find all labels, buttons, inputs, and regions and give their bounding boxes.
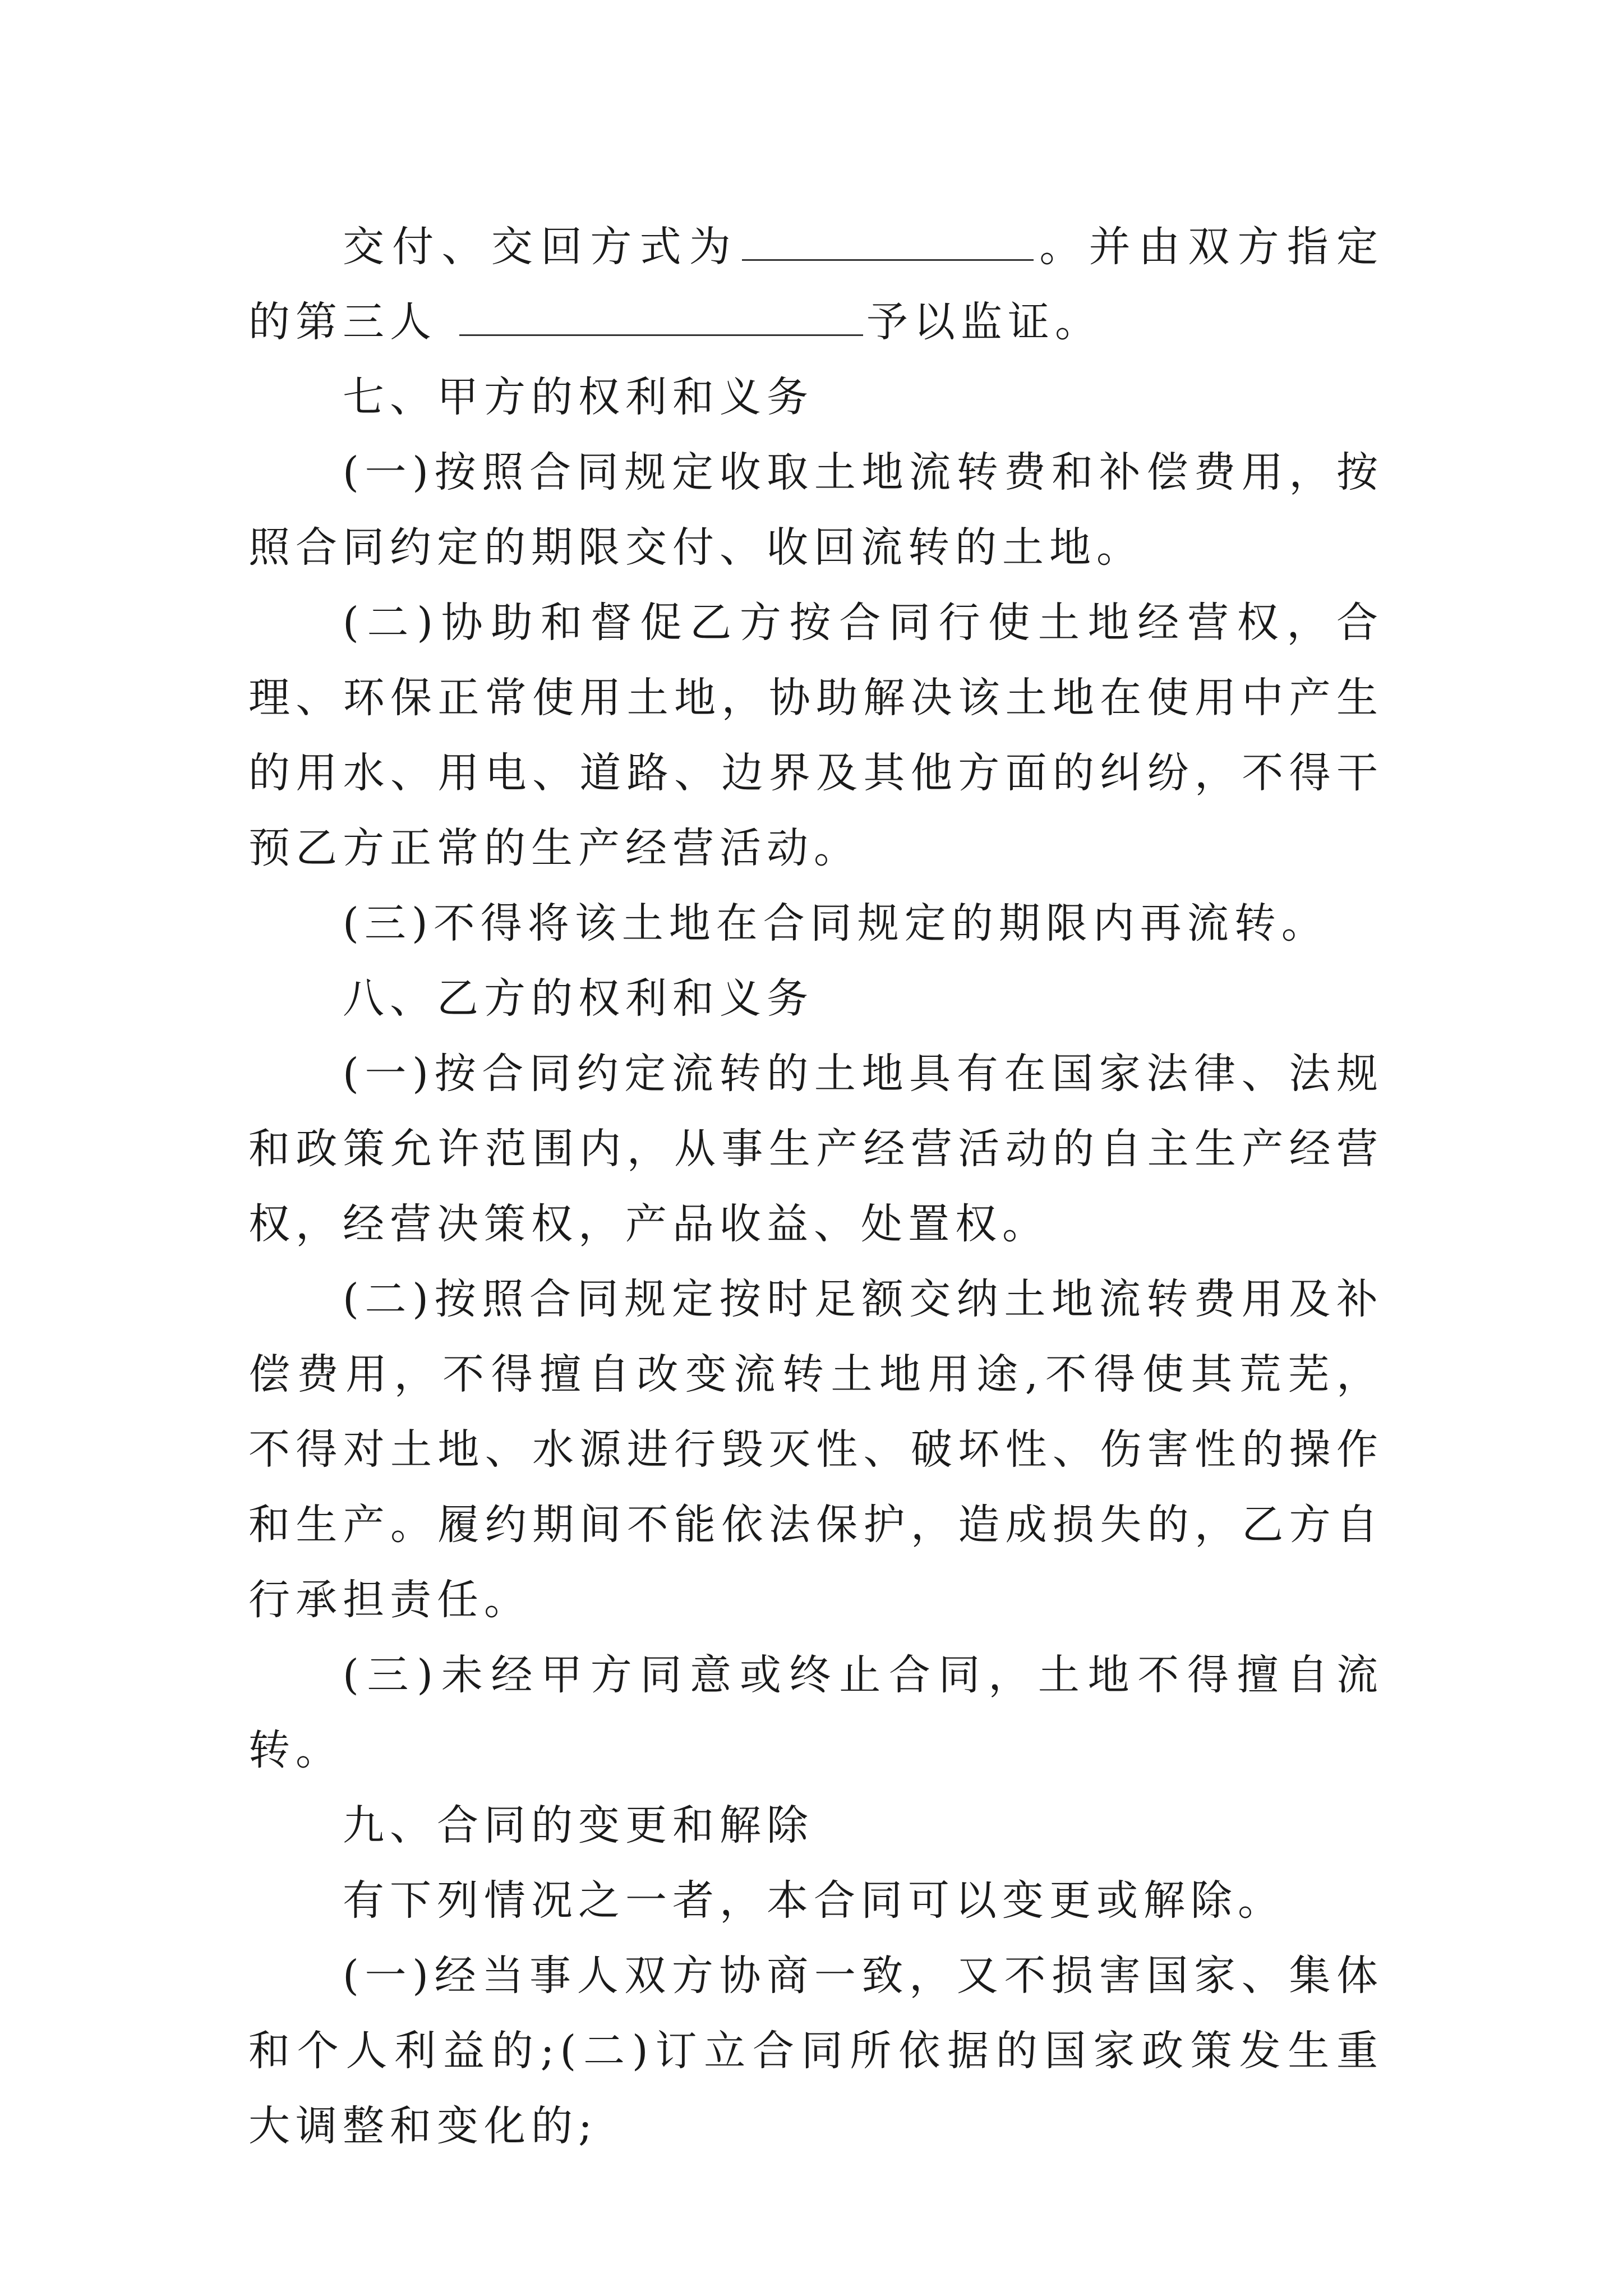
- delivery-method-blank: [742, 222, 1034, 261]
- supervision-text: 予以监证。: [866, 298, 1102, 346]
- section-7-heading: 七、甲方的权利和义务: [343, 373, 814, 421]
- delivery-method-text: 交付、交回方式为: [343, 223, 739, 271]
- section-7-item-2: (二)协助和督促乙方按合同行使土地经营权，合理、环保正常使用土地，协助解决该土地在使用中产生的用水、用电、道路、边界及其他方面的纠纷，不得干预乙方正常的生产经营活动。: [248, 599, 1384, 872]
- section-8-item-1: (一)按合同约定流转的土地具有在国家法律、法规和政策允许范围内，从事生产经营活动的自主生产经营权，经营决策权，产品收益、处置权。: [248, 1050, 1384, 1248]
- section-9-items: (一)经当事人双方协商一致，又不损害国家、集体和个人利益的;(二)订立合同所依据的国家政策发生重大调整和变化的;: [248, 1952, 1384, 2150]
- section-7-item-3: (三)不得将该土地在合同规定的期限内再流转。: [343, 899, 1329, 947]
- delivery-method-paragraph: [248, 209, 1384, 360]
- section-8-item-2: (二)按照合同规定按时足额交纳土地流转费用及补偿费用，不得擅自改变流转土地用途,不得使其荒芜，不得对土地、水源进行毁灭性、破坏性、伤害性的操作和生产。履约期间不能依法保护，造成损失的，乙方自行承担责任。: [248, 1275, 1384, 1624]
- document-body: [248, 209, 1384, 2164]
- third-party-blank: [459, 297, 863, 336]
- section-8-item-3: (三)未经甲方同意或终止合同，土地不得擅自流转。: [248, 1651, 1384, 1774]
- section-8-heading: 八、乙方的权利和义务: [343, 974, 814, 1023]
- section-9-intro: 有下列情况之一者，本合同可以变更或解除。: [343, 1876, 1285, 1925]
- third-party-text: 。并由双方指定的第三人: [248, 223, 1384, 346]
- section-7-item-1: (一)按照合同规定收取土地流转费和补偿费用，按照合同约定的期限交付、收回流转的土地。: [248, 448, 1384, 572]
- section-9-heading: 九、合同的变更和解除: [343, 1801, 814, 1849]
